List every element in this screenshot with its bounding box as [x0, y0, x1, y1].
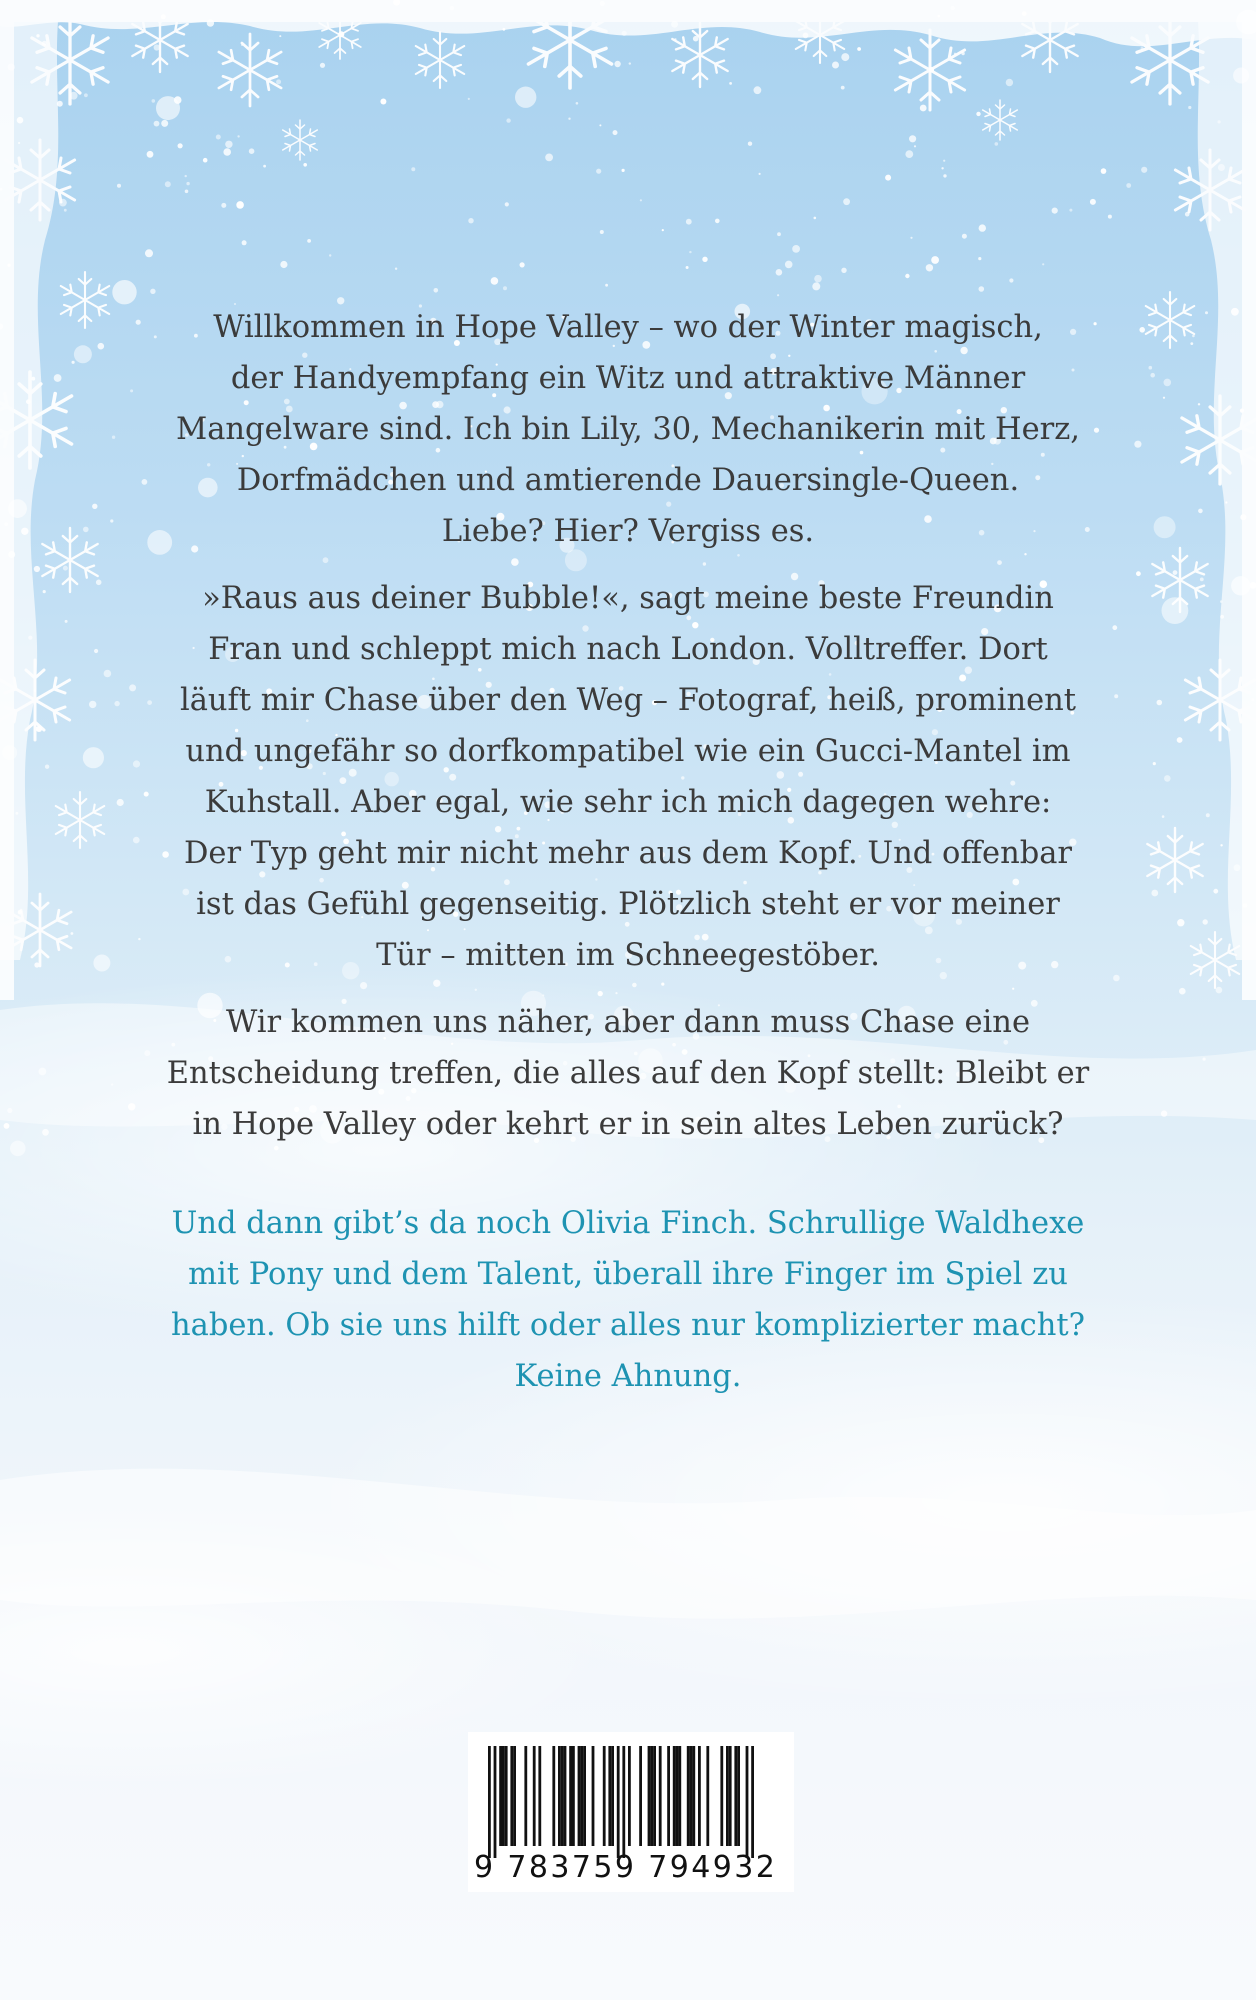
snowflake-dot [7, 1108, 12, 1113]
barcode-bar [578, 1746, 581, 1846]
snowflake-dot [145, 249, 153, 257]
barcode-bar [751, 1746, 754, 1858]
barcode-bar [538, 1746, 541, 1846]
snowflake-dot [64, 209, 67, 212]
barcode-bar [648, 1746, 651, 1846]
snowflake-dot [599, 124, 601, 126]
snowflake-dot [857, 47, 861, 51]
snowflake-dot [702, 257, 707, 262]
snowflake-dot [976, 112, 980, 116]
barcode-bar [592, 1746, 595, 1846]
snowflake-dot [1164, 379, 1172, 387]
snowflake-dot [776, 269, 783, 276]
snowflake-dot [1139, 327, 1145, 333]
snowflake-dot [1149, 366, 1153, 370]
snowflake-dot [34, 962, 39, 967]
barcode-bar [653, 1746, 656, 1846]
snowflake-dot [662, 229, 664, 231]
snowflake-dot [1216, 987, 1223, 994]
snowflake-dot [759, 173, 761, 175]
barcode-bar [628, 1746, 631, 1846]
snowflake-dot [279, 35, 281, 37]
snowflake-dot [395, 268, 397, 270]
snowflake-dot [962, 234, 967, 239]
snowflake-dot [8, 551, 15, 558]
snowflake-dot [1150, 373, 1155, 378]
barcode-bar [505, 1746, 508, 1846]
snowflake-dot [39, 1068, 47, 1076]
snowflake-dot [450, 6, 455, 11]
snowflake-dot [1177, 919, 1184, 926]
snowflake-dot [280, 261, 287, 268]
snowflake-dot [505, 202, 509, 206]
snowflake-dot [1006, 79, 1013, 86]
snowflake-dot [841, 53, 849, 61]
snowflake-dot [910, 237, 912, 239]
snowflake-dot [961, 52, 964, 55]
snowflake-dot [1240, 409, 1244, 413]
barcode-bar [608, 1746, 611, 1846]
snowflake-dot [1161, 1110, 1167, 1116]
snowflake-dot [36, 34, 39, 37]
snowflake-dot [18, 910, 22, 914]
snowflake-dot [640, 199, 642, 201]
snowflake-dot [1157, 700, 1163, 706]
snowflake-dot [89, 701, 96, 708]
snowflake-dot [72, 361, 75, 364]
teaser-paragraph: Und dann gibt’s da noch Olivia Finch. Schrullige Waldhexe mit Pony und dem Talent, überall ihre Finger im Spiel zu haben. Ob sie uns hilft oder alles nur komplizierter macht? Keine Ahnung. [171, 1206, 1085, 1394]
snowflake-dot [43, 590, 46, 593]
snowflake-dot [186, 182, 189, 185]
barcode-bar [533, 1746, 536, 1846]
snowflake-dot [117, 799, 124, 806]
snowflake-dot [17, 117, 24, 124]
snowflake-dot [117, 184, 121, 188]
snowflake-dot [249, 148, 255, 154]
snowflake-dot [914, 145, 916, 147]
snowflake-dot [1231, 576, 1250, 595]
blurb-text [130, 302, 1126, 1418]
snowflake-dot [506, 118, 510, 122]
blurb-paragraph-2: »Raus aus deiner Bubble!«, sagt meine beste Freundin Fran und schleppt mich nach London. Volltreffer. Dort läuft mir Chase über den Weg – Fotograf, heiß, prominent und ungefähr so dorfkompatibel wie ein Gucci-Mantel im Kuhstall. Aber egal, wie sehr ich mich dagegen wehre: Der Typ geht mir nicht mehr aus dem Kopf. Und offenbar ist das Gefühl gegenseitig. Plötzlich steht er vor meiner Tür – mitten im Schneegestöber. [179, 581, 1077, 973]
snowflake-dot [468, 98, 470, 100]
snowflake-dot [689, 251, 691, 253]
snowflake-dot [777, 232, 781, 236]
snowflake-dot [34, 690, 37, 693]
barcode-bar [502, 1746, 505, 1846]
snowflake-dot [614, 61, 620, 67]
snowflake-dot [1231, 308, 1239, 316]
snowflake-dot [1136, 571, 1141, 576]
snowflake-dot [1108, 215, 1112, 219]
snowflake-dot [223, 148, 231, 156]
snowflake-dot [1250, 582, 1256, 589]
snowflake-dot [111, 1083, 113, 1085]
snowflake-dot [1141, 167, 1147, 173]
snowflake-dot [110, 519, 113, 522]
snowflake-dot [622, 31, 627, 36]
snowflake-dot [1192, 335, 1195, 338]
snowflake-dot [931, 256, 939, 264]
snowflake-dot [98, 343, 105, 350]
snowflake-dot [792, 245, 800, 253]
snowflake-dot [18, 142, 20, 144]
barcode-bar [720, 1746, 723, 1846]
snowflake-dot [1022, 11, 1027, 16]
snowflake-dot [600, 230, 604, 234]
snowflake-dot [54, 374, 62, 382]
snowflake-dot [832, 62, 839, 69]
snowflake-dot [1069, 209, 1072, 212]
snowflake-dot [1052, 208, 1058, 214]
barcode-bar [729, 1746, 732, 1846]
barcode-bar [513, 1746, 516, 1846]
snowflake-dot [1218, 164, 1225, 171]
snowflake-dot [1090, 199, 1096, 205]
snowflake-dot [1203, 919, 1208, 924]
snowflake-dot [34, 566, 40, 572]
snowflake-dot [96, 580, 102, 586]
barcode-bar [690, 1746, 693, 1846]
snowflake-dot [147, 151, 154, 158]
snowflake-dot [979, 224, 986, 231]
barcode-bar [524, 1746, 527, 1846]
snowflake-dot [65, 620, 68, 623]
snowflake-dot [1153, 762, 1156, 765]
snowflake-dot [693, 36, 699, 42]
snowflake-dot [468, 218, 473, 223]
snowflake-dot [4, 1123, 10, 1129]
barcode-bar [561, 1746, 564, 1846]
snowflake-dot [1185, 212, 1190, 217]
barcode-bar [673, 1746, 676, 1846]
snowflake-dot [686, 219, 692, 225]
snowflake-dot [7, 264, 10, 267]
snowflake-dot [729, 82, 732, 85]
snowflake-dot [995, 142, 999, 146]
snowflake-dot [671, 21, 678, 28]
snowflake-dot [1162, 815, 1165, 818]
snowflake-dot [26, 399, 31, 404]
snowflake-dot [83, 527, 89, 533]
snowflake-dot [112, 280, 136, 304]
barcode-bar [494, 1746, 497, 1858]
isbn-barcode [468, 1732, 794, 1892]
barcode-bar [692, 1746, 695, 1846]
snowflake-dot [1236, 10, 1256, 35]
barcode-bar [698, 1746, 701, 1846]
snowflake-dot [83, 747, 104, 768]
snowflake-dot [941, 167, 943, 169]
snowflake-dot [10, 1141, 26, 1157]
snowflake-dot [748, 142, 752, 146]
snowflake-dot [84, 93, 88, 97]
snowflake-dot [920, 105, 927, 112]
barcode-bar [622, 1746, 625, 1858]
snowflake-dot [600, 1, 605, 6]
snowflake-dot [1220, 615, 1224, 619]
snowflake-dot [1220, 844, 1222, 846]
snowflake-dot [1173, 570, 1178, 575]
snowflake-dot [31, 377, 35, 381]
snowflake-dot [1218, 120, 1221, 123]
snowflake-dot [1205, 311, 1208, 314]
snowflake-dot [1141, 47, 1144, 50]
snowflake-dot [978, 257, 981, 260]
blurb-paragraph-1: Willkommen in Hope Valley – wo der Winter magisch, der Handyempfang ein Witz und attraktive Männer Mangelware sind. Ich bin Lily, 30, Mechanikerin mit Herz, Dorfmädchen und amtierende Dauersingle-Queen. Liebe? Hier? Vergiss es. [176, 310, 1080, 549]
snowflake-dot [1163, 397, 1165, 399]
snowflake-dot [1042, 263, 1044, 265]
snowflake-dot [814, 217, 817, 220]
snowflake-dot [785, 261, 793, 269]
snowflake-dot [841, 268, 846, 273]
barcode-bar [678, 1746, 681, 1846]
snowflake-dot [161, 120, 168, 127]
snowflake-dot [841, 86, 845, 90]
snowflake-dot [16, 812, 19, 815]
snowflake-dot [777, 294, 779, 296]
snowflake-dot [1164, 775, 1171, 782]
snowflake-dot [674, 38, 676, 40]
snowflake-dot [8, 64, 15, 71]
snowflake-dot [613, 130, 618, 135]
snowflake-dot [203, 158, 208, 163]
snowflake-dot [905, 274, 909, 278]
snowflake-dot [303, 163, 307, 167]
snowflake-dot [979, 286, 985, 292]
barcode-bar [650, 1746, 653, 1846]
snowflake-dot [843, 198, 850, 205]
snowflake-dot [45, 765, 49, 769]
snowflake-dot [112, 436, 115, 439]
snowflake-dot [42, 41, 47, 46]
snowflake-dot [1198, 403, 1200, 405]
snowflake-dot [114, 701, 119, 706]
snowflake-dot [629, 62, 631, 64]
snowflake-dot [185, 175, 187, 177]
snowflake-dot [393, 0, 400, 6]
barcode-bar [746, 1746, 749, 1858]
barcode-bar [617, 1746, 620, 1858]
snowflake-dot [0, 188, 2, 191]
barcode-bar [687, 1746, 690, 1846]
snowflake-dot [545, 154, 553, 162]
snowflake-dot [307, 239, 311, 243]
snowflake-dot [411, 167, 415, 171]
barcode-bar [552, 1746, 555, 1846]
snowflake-dot [951, 6, 955, 10]
snowflake-dot [241, 44, 243, 46]
snowflake-dot [434, 288, 439, 293]
snowflake-dot [1009, 278, 1013, 282]
snowflake-dot [104, 670, 112, 678]
snowflake-dot [2, 745, 17, 760]
snowflake-dot [28, 636, 32, 640]
snowflake-dot [905, 150, 913, 158]
barcode-bar [499, 1746, 502, 1846]
snowflake-dot [1190, 342, 1193, 345]
snowflake-dot [622, 169, 625, 172]
snowflake-dot [57, 101, 63, 107]
snowflake-dot [1233, 68, 1249, 84]
snowflake-dot [380, 99, 386, 105]
barcode-bar [558, 1746, 561, 1846]
snowflake-dot [1198, 509, 1203, 514]
snowflake-dot [154, 44, 160, 50]
barcode-bar [676, 1746, 679, 1846]
snowflake-dot [812, 282, 820, 290]
snowflake-dot [36, 726, 42, 732]
snowflake-dot [178, 143, 183, 148]
snowflake-dot [63, 566, 68, 571]
barcode-bar [569, 1746, 572, 1846]
snowflake-dot [165, 181, 171, 187]
snowflake-dot [568, 118, 570, 120]
barcode-bar [572, 1746, 575, 1846]
snowflake-dot [515, 87, 536, 108]
snowflake-dot [1203, 1058, 1206, 1061]
blurb-paragraph-3: Wir kommen uns näher, aber dann muss Chase eine Entscheidung treffen, die alles auf den Kopf stellt: Bleibt er in Hope Valley oder kehrt er in sein altes Leben zurück? [166, 1005, 1090, 1142]
snowflake-dot [221, 203, 226, 208]
barcode-bar [726, 1746, 729, 1846]
snowflake-dot [338, 31, 344, 37]
barcode-bar [580, 1746, 583, 1846]
barcode-bar [667, 1746, 670, 1846]
snowflake-dot [1220, 600, 1223, 603]
snowflake-dot [59, 199, 67, 207]
snowflake-dot [926, 264, 933, 271]
barcode-bar [488, 1746, 491, 1858]
snowflake-dot [156, 96, 180, 120]
snowflake-dot [754, 86, 762, 94]
barcode-bar [564, 1746, 567, 1846]
snowflake-dot [207, 19, 214, 26]
snowflake-dot [1101, 168, 1107, 174]
snowflake-dot [1200, 578, 1204, 582]
snowflake-dot [929, 67, 934, 72]
snowflake-dot [943, 160, 945, 162]
snowflake-dot [576, 102, 579, 105]
snowflake-dot [938, 15, 941, 18]
snowflake-dot [242, 240, 247, 245]
barcode-bar [734, 1746, 737, 1846]
snowflake-dot [503, 286, 507, 290]
snowflake-dot [814, 275, 822, 283]
isbn-number: 9 783759 794932 [474, 1850, 778, 1885]
snowflake-dot [225, 141, 232, 148]
snowflake-dot [1177, 737, 1183, 743]
snowflake-dot [803, 33, 809, 39]
snowflake-dot [93, 955, 110, 972]
snowflake-dot [161, 14, 166, 19]
snowflake-dot [4, 522, 8, 526]
snowflake-dot [1162, 597, 1189, 624]
snowflake-dot [1251, 698, 1254, 701]
snowflake-dot [276, 79, 281, 84]
snowflake-dot [70, 92, 78, 100]
snowflake-dot [954, 53, 956, 55]
snowflake-dot [715, 219, 720, 224]
snowflake-dot [1179, 988, 1186, 995]
snowflake-dot [236, 201, 244, 209]
snowflake-dot [42, 1129, 49, 1136]
snowflake-dot [1234, 864, 1241, 871]
snowflake-dot [71, 932, 74, 935]
snowflake-dot [8, 499, 27, 518]
snowflake-dot [596, 169, 601, 174]
snowflake-dot [943, 174, 946, 177]
barcode-bar [510, 1746, 513, 1846]
snowflake-dot [0, 323, 3, 329]
snowflake-dot [185, 190, 189, 194]
snowflake-dot [94, 649, 98, 653]
snowflake-dot [1134, 441, 1141, 448]
snowflake-dot [320, 63, 325, 68]
snowflake-dot [150, 289, 155, 294]
snowflake-dot [74, 345, 92, 363]
barcode-bar [706, 1746, 709, 1846]
snowflake-dot [152, 99, 156, 103]
snowflake-dot [263, 165, 266, 168]
snowflake-dot [329, 254, 331, 256]
snowflake-dot [154, 121, 160, 127]
snowflake-dot [605, 284, 608, 287]
barcode-bar [737, 1746, 740, 1846]
barcode-bar [639, 1746, 642, 1846]
snowflake-dot [491, 277, 499, 285]
snowflake-dot [909, 135, 916, 142]
snowflake-dot [520, 262, 525, 267]
snowflake-dot [92, 504, 97, 509]
snowflake-dot [21, 528, 28, 535]
snowflake-dot [503, 28, 506, 31]
snowflake-dot [1206, 813, 1210, 817]
snowflake-dot [686, 266, 689, 269]
barcode-bar [611, 1746, 614, 1846]
snowflake-dot [1154, 516, 1176, 538]
snowflake-dot [1126, 183, 1131, 188]
snowflake-dot [1151, 890, 1158, 897]
barcode-bar [603, 1746, 606, 1846]
barcode-bar [659, 1746, 662, 1846]
snowflake-dot [1213, 889, 1218, 894]
snowflake-dot [1188, 106, 1191, 109]
snowflake-dot [1225, 501, 1227, 503]
snowflake-dot [1243, 903, 1248, 908]
snowflake-dot [1240, 514, 1246, 520]
snowflake-dot [237, 135, 239, 137]
barcode-bar [583, 1746, 586, 1846]
snowflake-dot [885, 175, 891, 181]
snowflake-dot [216, 135, 221, 140]
